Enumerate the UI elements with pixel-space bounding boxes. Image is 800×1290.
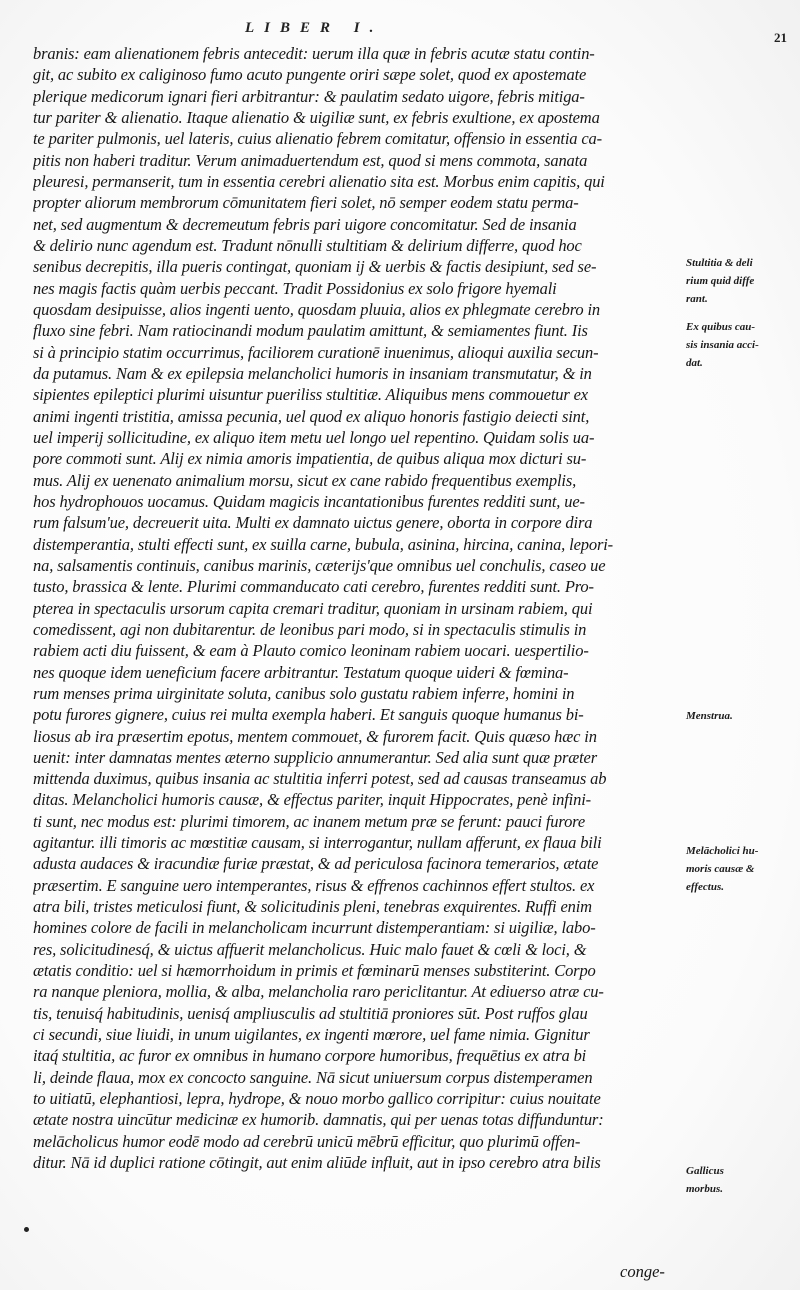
text-line: net, sed augmentum & decremeutum febris pari uigore concomitatur. Sed de insania	[33, 214, 577, 234]
text-line: plerique medicorum ignari fieri arbitrantur: & paulatim sedato uigore, febris mitiga-	[33, 86, 585, 106]
text-line: git, ac subito ex caliginoso fumo acuto pungente oriri sæpe solet, quod ex apostemate	[33, 65, 587, 85]
text-line: senibus decrepitis, illa pueris contingat, quoniam ij & uerbis & factis desipiunt, sed se-	[33, 257, 597, 277]
side-note-line: rium quid diffe	[686, 275, 755, 287]
text-line: ætate nostra uincūtur medicinæ ex humorib. damnatis, qui per uenas totas diffunduntur:	[33, 1110, 604, 1130]
text-line: melācholicus humor eodē modo ad cerebrū unicū mēbrū efficitur, quo plurimū offen-	[33, 1131, 581, 1151]
text-line: sipientes epileptici plurimi uisuntur pueriliss stultitiæ. Aliquibus mens commouetur ex	[33, 385, 588, 405]
text-line: homines colore de facili in melancholicam incurrunt distemperantiam: si uigiliæ, labo-	[33, 918, 596, 938]
side-note-causes	[686, 318, 796, 372]
text-line: rum falsum'ue, decreuerit uita. Multi ex damnato uictus genere, oborta in corpore dira	[33, 513, 593, 533]
text-line: atra bili, tristes meticulosi fiunt, & solicitudinis pleni, tenebras exquirentes. Ruffi enim	[33, 897, 592, 917]
text-line: hos hydrophouos uocamus. Quidam magicis incantationibus furentes redditi sunt, ue-	[33, 491, 585, 511]
text-line: tis, tenuisq́ habitudinis, uenisq́ ampliusculis ad stultitiā proniores sūt. Post ruffos glau	[33, 1003, 588, 1023]
text-line: rum menses prima uirginitate soluta, canibus solo gustatu rabiem inferre, homini in	[33, 683, 575, 703]
text-line: liosus ab ira præsertim epotus, mentem commouet, & furorem facit. Quis quæso hæc in	[33, 726, 597, 746]
text-line: si à principio statim occurrimus, faciliorem curationē inuenimus, alioqui auxilia secun-	[33, 342, 599, 362]
text-line	[33, 1195, 681, 1216]
text-line: mus. Alij ex uenenato animalium morsu, sicut ex cane rabido frequentibus exemplis,	[33, 470, 577, 490]
text-line: uel imperij sollicitudine, ex aliquo item metu uel longo uel repentino. Quidam solis ua-	[33, 427, 595, 447]
text-line: pitis non haberi traditur. Verum animaduertendum est, quod si mens commota, sanata	[33, 150, 588, 170]
text-line: ci secundi, siue liuidi, in unum uigilantes, ex ingenti mœrore, uel fame nimia. Gignitur	[33, 1025, 590, 1045]
side-note-line: rant.	[686, 293, 708, 305]
side-note-line: effectus.	[686, 881, 724, 893]
text-line: agitantur. illi timoris ac mœstitiæ causam, si interrogantur, nullam afferunt, ex flaua bili	[33, 833, 602, 853]
text-line: comedissent, agi non dubitarentur. de leonibus pari modo, si in spectaculis stimulis in	[33, 619, 587, 639]
text-line: propter aliorum membrorum cōmunitatem fieri solet, nō semper eodem statu perma-	[33, 193, 579, 213]
text-line: & delirio nunc agendum est. Tradunt nōnulli stultitiam & delirium differre, quod hoc	[33, 235, 582, 255]
text-line: pterea in spectaculis ursorum capita cremari traditur, quoniam in ursinam rabiem, qui	[33, 598, 593, 618]
margin-bullet-mark	[24, 1227, 29, 1232]
side-note-line: moris causæ &	[686, 863, 755, 875]
text-line: mittenda duximus, quibus insania ac stultitia inferri potest, sed ad causas transeamus ab	[33, 769, 607, 789]
side-note-line: Stultitia & deli	[686, 257, 753, 269]
text-line	[33, 1173, 681, 1194]
text-line: ti sunt, nec modus est: plurimi timorem, ac inanem metum præ se ferunt: pauci furore	[33, 811, 586, 831]
side-note-line: Melācholici hu-	[686, 845, 759, 857]
text-line: res, solicitudinesq́, & uictus affuerit melancholicus. Huic malo fauet & cœli & loci, &	[33, 939, 587, 959]
body-text	[33, 43, 681, 1216]
side-note-line: dat.	[686, 357, 703, 369]
text-line: fluxo sine febri. Nam ratiocinandi modum paulatim amittunt, & semiamentes fiunt. Iis	[33, 321, 588, 341]
text-line: to uitiatū, elephantiosi, lepra, hydrope, & nouo morbo gallico corripitur: cuius nouitate	[33, 1089, 601, 1109]
side-note-melancholici	[686, 842, 796, 896]
side-note-line: Menstrua.	[686, 710, 733, 722]
text-line: na, salsamentis continuis, canibus marinis, cæterijs'que omnibus uel conchulis, caseo ue	[33, 555, 606, 575]
text-line: tur pariter & alienatio. Itaque alienatio & uigiliæ sunt, ex febris exultione, ex apostema	[33, 107, 600, 127]
side-note-stultitia	[686, 254, 796, 308]
text-line: præsertim. E sanguine uero intemperantes, risus & effrenos cachinnos effert stultos. ex	[33, 875, 595, 895]
text-line: adusta audaces & iracundiæ furiæ præstat, & ad periculosa facinora temerarios, ætate	[33, 854, 599, 874]
text-line: li, deinde flaua, mox ex concocto sanguine. Nā sicut uniuersum corpus distemperamen	[33, 1067, 593, 1087]
text-line: pleuresi, permanserit, tum in essentia cerebri alienatio sita est. Morbus enim capitis, qui	[33, 171, 605, 191]
text-line: quosdam desipuisse, alios ingenti uento, quosdam pluuia, alios ex phlegmate cerebro in	[33, 299, 600, 319]
text-line: ra nanque pleniora, mollia, & alba, melancholia raro periclitantur. At ediuerso atræ cu-	[33, 982, 604, 1002]
running-title: LIBER I.	[245, 20, 384, 36]
text-line: itaq́ stultitia, ac furor ex omnibus in humano corpore humoribus, frequētius ex atra bi	[33, 1046, 587, 1066]
page-number: 21	[774, 30, 787, 45]
side-note-menstrua	[686, 707, 796, 725]
text-line: distemperantia, stulti effecti sunt, ex suilla carne, bubula, asinina, hircina, canina, lepori-	[33, 534, 613, 554]
text-line: ditur. Nā id duplici ratione cōtingit, aut enim aliūde influit, aut in ipso cerebro atra bilis	[33, 1153, 601, 1173]
text-line: uenit: inter damnatas mentes æterno supplicio annumerantur. Sed alia sunt quæ præter	[33, 747, 597, 767]
text-line: ætatis conditio: uel si hæmorrhoidum in primis et fœminarū menses substiterint. Corpo	[33, 961, 596, 981]
text-line: ditas. Melancholici humoris causæ, & effectus pariter, inquit Hippocrates, penè infini-	[33, 790, 591, 810]
text-line: animi ingenti tristitia, amissa pecunia, uel quod ex aliquo honoris fastigio deiecti sint,	[33, 406, 590, 426]
text-line: nes magis factis quàm uerbis peccant. Tradit Possidonius ex solo frigore hyemali	[33, 278, 557, 298]
text-line: potu furores gignere, cuius rei multa exempla haberi. Et sanguis quoque humanus bi-	[33, 705, 584, 725]
side-note-line: Ex quibus cau-	[686, 321, 756, 333]
text-line: da putamus. Nam & ex epilepsia melancholici humoris in insaniam transmutatur, & in	[33, 363, 592, 383]
side-note-line: Gallicus morbus.	[686, 1165, 724, 1195]
text-line: nes quoque idem ueneficium facere arbitrantur. Testatum quoque uideri & fœmina-	[33, 662, 569, 682]
side-note-gallicus	[686, 1162, 762, 1198]
text-line: te pariter pulmonis, uel lateris, cuius alienatio febrem comitatur, offensio in essentia ca-	[33, 129, 602, 149]
text-line: rabiem acti diu fuissent, & eam à Plauto comico leoninam rabiem uocari. uespertilio-	[33, 641, 589, 661]
side-note-line: sis insania acci-	[686, 339, 759, 351]
catchword: conge-	[620, 1262, 665, 1281]
text-line: branis: eam alienationem febris antecedit: uerum illa quæ in febris acutæ statu contin-	[33, 44, 595, 63]
text-line: tusto, brassica & lente. Plurimi commanducato cati cerebro, furentes redditi sunt. Pro-	[33, 577, 594, 597]
text-line: pore commoti sunt. Alij ex nimia amoris impatientia, de quibus aliqua mox dicturi su-	[33, 449, 587, 469]
